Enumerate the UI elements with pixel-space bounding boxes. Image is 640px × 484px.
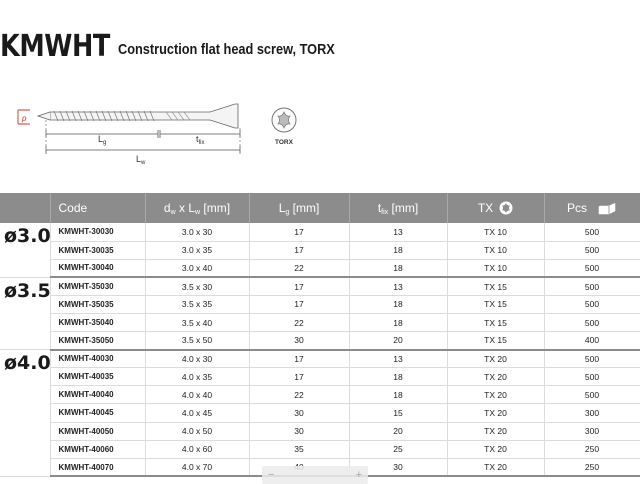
cell-tfix: 13: [349, 350, 447, 368]
cell-lg: 17: [249, 241, 349, 259]
header-blank: [0, 193, 50, 223]
cell-code: KMWHT-30035: [50, 241, 145, 259]
cell-pcs: 250: [544, 440, 640, 458]
cell-lg: 22: [249, 386, 349, 404]
diagram-label-lw: $L_w$: [136, 154, 146, 166]
cell-tfix: 18: [349, 295, 447, 313]
cell-tx: TX 15: [447, 313, 544, 331]
header-tx: TX: [447, 193, 544, 223]
cell-code: KMWHT-40035: [50, 368, 145, 386]
cell-tfix: 18: [349, 368, 447, 386]
cell-code: KMWHT-35040: [50, 313, 145, 331]
diagram-label-p: p: [22, 114, 27, 123]
cell-lg: 17: [249, 368, 349, 386]
table-row: [0, 313, 640, 331]
cell-tfix: 18: [349, 259, 447, 277]
cell-tfix: 20: [349, 332, 447, 350]
cell-tx: TX 20: [447, 386, 544, 404]
torx-star-icon: [499, 201, 513, 215]
cell-tfix: 20: [349, 422, 447, 440]
cell-lg: 17: [249, 277, 349, 295]
cell-lg: 30: [249, 332, 349, 350]
table-row: [0, 404, 640, 422]
cell-pcs: 300: [544, 422, 640, 440]
diameter-group-label: ø3.0: [0, 223, 50, 277]
zoom-out-button[interactable]: −: [268, 469, 275, 481]
cell-code: KMWHT-40050: [50, 422, 145, 440]
cell-pcs: 500: [544, 277, 640, 295]
table-row: [0, 332, 640, 350]
cell-dimensions: 4.0 x 60: [145, 440, 249, 458]
cell-code: KMWHT-40040: [50, 386, 145, 404]
cell-tfix: 18: [349, 313, 447, 331]
cell-lg: 30: [249, 404, 349, 422]
zoom-in-button[interactable]: +: [355, 469, 362, 481]
cell-pcs: 500: [544, 223, 640, 241]
table-row: [0, 259, 640, 277]
diagram-label-tfix: $t_{fix}$: [196, 134, 205, 146]
cell-lg: 22: [249, 313, 349, 331]
cell-lg: 30: [249, 422, 349, 440]
cell-tfix: 13: [349, 277, 447, 295]
table-row: [0, 223, 640, 241]
cell-tx: TX 15: [447, 277, 544, 295]
cell-pcs: 500: [544, 259, 640, 277]
cell-lg: 35: [249, 440, 349, 458]
cell-tfix: 18: [349, 386, 447, 404]
cell-dimensions: 4.0 x 50: [145, 422, 249, 440]
cell-tx: TX 10: [447, 241, 544, 259]
torx-badge: [266, 104, 302, 148]
cell-dimensions: 3.0 x 35: [145, 241, 249, 259]
box-icon: [597, 201, 617, 215]
cell-pcs: 300: [544, 404, 640, 422]
cell-tfix: 25: [349, 440, 447, 458]
cell-dimensions: 4.0 x 70: [145, 458, 249, 476]
header-dimensions: $d_w$ x $L_w$ [mm]: [145, 193, 249, 223]
cell-pcs: 250: [544, 458, 640, 476]
cell-lg: 17: [249, 350, 349, 368]
page-header: [0, 28, 373, 64]
cell-code: KMWHT-35035: [50, 295, 145, 313]
product-subtitle: Construction flat head screw, TORX: [118, 41, 335, 58]
cell-dimensions: 4.0 x 40: [145, 386, 249, 404]
cell-tx: TX 20: [447, 422, 544, 440]
cell-dimensions: 3.5 x 30: [145, 277, 249, 295]
cell-code: KMWHT-40045: [50, 404, 145, 422]
cell-pcs: 500: [544, 313, 640, 331]
cell-dimensions: 4.0 x 30: [145, 350, 249, 368]
cell-tx: TX 20: [447, 368, 544, 386]
product-code-title: KMWHT: [0, 29, 110, 64]
cell-dimensions: 3.0 x 40: [145, 259, 249, 277]
screw-diagram: [10, 100, 260, 170]
table-row: [0, 350, 640, 368]
cell-pcs: 500: [544, 368, 640, 386]
table-row: [0, 386, 640, 404]
cell-code: KMWHT-35030: [50, 277, 145, 295]
cell-tfix: 15: [349, 404, 447, 422]
cell-tx: TX 20: [447, 404, 544, 422]
cell-code: KMWHT-35050: [50, 332, 145, 350]
cell-lg: 17: [249, 295, 349, 313]
cell-tx: TX 20: [447, 440, 544, 458]
cell-code: KMWHT-30040: [50, 259, 145, 277]
cell-dimensions: 4.0 x 45: [145, 404, 249, 422]
zoom-control[interactable]: [262, 466, 368, 484]
cell-tfix: 18: [349, 241, 447, 259]
cell-tx: TX 10: [447, 259, 544, 277]
table-row: [0, 295, 640, 313]
cell-dimensions: 3.0 x 30: [145, 223, 249, 241]
diagram-label-lg: $L_g$: [98, 134, 107, 146]
cell-dimensions: 3.5 x 40: [145, 313, 249, 331]
cell-dimensions: 4.0 x 35: [145, 368, 249, 386]
cell-pcs: 500: [544, 386, 640, 404]
table-row: [0, 440, 640, 458]
table-header-row: [0, 193, 640, 223]
diameter-group-label: ø3.5: [0, 277, 50, 349]
torx-label: TORX: [275, 139, 293, 146]
cell-tx: TX 15: [447, 295, 544, 313]
header-lg: $L_g$ [mm]: [249, 193, 349, 223]
table-row: [0, 422, 640, 440]
header-tfix: $t_{fix}$ [mm]: [349, 193, 447, 223]
cell-lg: 17: [249, 223, 349, 241]
cell-lg: 22: [249, 259, 349, 277]
cell-pcs: 500: [544, 295, 640, 313]
table-row: [0, 241, 640, 259]
cell-dimensions: 3.5 x 50: [145, 332, 249, 350]
cell-tfix: 13: [349, 223, 447, 241]
table-row: [0, 277, 640, 295]
table-row: [0, 368, 640, 386]
cell-code: KMWHT-30030: [50, 223, 145, 241]
cell-tfix: 30: [349, 458, 447, 476]
cell-code: KMWHT-40030: [50, 350, 145, 368]
cell-code: KMWHT-40070: [50, 458, 145, 476]
cell-tx: TX 20: [447, 350, 544, 368]
diameter-group-label: ø4.0: [0, 350, 50, 477]
cell-pcs: 500: [544, 350, 640, 368]
header-code: Code: [50, 193, 145, 223]
spec-table: [0, 193, 640, 477]
cell-code: KMWHT-40060: [50, 440, 145, 458]
cell-dimensions: 3.5 x 35: [145, 295, 249, 313]
cell-tx: TX 10: [447, 223, 544, 241]
cell-tx: TX 15: [447, 332, 544, 350]
cell-pcs: 500: [544, 241, 640, 259]
cell-pcs: 400: [544, 332, 640, 350]
cell-tx: TX 20: [447, 458, 544, 476]
header-pcs: Pcs: [544, 193, 640, 223]
